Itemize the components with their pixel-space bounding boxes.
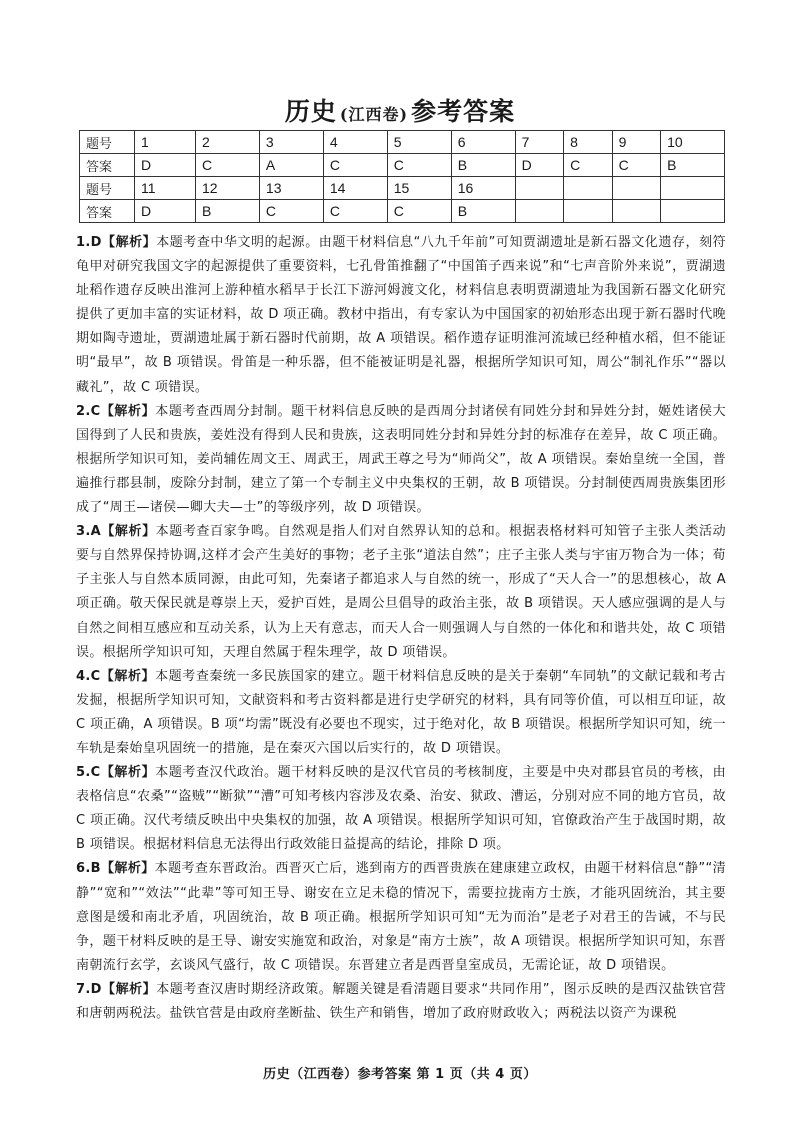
row-header: 题号 bbox=[80, 131, 135, 154]
row-header: 答案 bbox=[80, 154, 135, 177]
table-cell: 16 bbox=[451, 177, 515, 200]
table-cell: 2 bbox=[196, 131, 260, 154]
table-cell: D bbox=[135, 154, 196, 177]
table-cell: C bbox=[612, 154, 660, 177]
explanation-text: 本题考查东晋政治。西晋灭亡后，逃到南方的西晋贵族在建康建立政权，由题干材料信息“静”“清静”“宽和”“效法”“此辈”等可知王导、谢安在立足未稳的情况下，需要拉拢南方士族，才能巩固统治，其主要意图是缓和南北矛盾，巩固统治，故 B 项正确。根据所学知识可知“无为而治”是老子对君王的告诫，不与民争，题干材料反映的是王导、谢安实施宽和政治，对象是“南方士族”，故 A 项错误。根据所学知识可知，东晋南朝流行玄学，玄谈风气盛行，故 C 项错误。东晋建立者是西晋皇室成员，无需论证，故 D 项错误。 bbox=[76, 861, 726, 973]
table-cell: B bbox=[451, 154, 515, 177]
answer-lead: 7.D【解析】 bbox=[76, 981, 157, 997]
answer-lead: 1.D【解析】 bbox=[76, 235, 157, 250]
answer-lead: 6.B【解析】 bbox=[76, 861, 155, 877]
explanation-paragraph bbox=[76, 761, 726, 857]
table-cell bbox=[612, 177, 660, 200]
table-cell bbox=[661, 200, 725, 223]
table-cell: D bbox=[515, 154, 563, 177]
table-cell: 9 bbox=[612, 131, 660, 154]
table-cell: C bbox=[387, 200, 451, 223]
table-cell: 7 bbox=[515, 131, 563, 154]
table-cell bbox=[661, 177, 725, 200]
table-row bbox=[80, 200, 725, 223]
table-row bbox=[80, 131, 725, 154]
table-cell: B bbox=[196, 200, 260, 223]
explanation-text: 本题考查汉唐时期经济政策。解题关键是看清题目要求“共同作用”，图示反映的是西汉盐铁官营和唐朝两税法。盐铁官营是由政府垄断盐、铁生产和销售，增加了政府财政收入；两税法以资产为课税 bbox=[76, 981, 726, 1021]
table-cell: 6 bbox=[451, 131, 515, 154]
page-title bbox=[0, 92, 800, 128]
answer-table bbox=[79, 130, 725, 223]
answer-lead: 3.A【解析】 bbox=[76, 524, 156, 540]
explanation-paragraph bbox=[76, 520, 726, 665]
explanation-text: 本题考查百家争鸣。自然观是指人们对自然界认知的总和。根据表格材料可知管子主张人类活动要与自然界保持协调,这样才会产生美好的事物；老子主张“道法自然”；庄子主张人类与宇宙万物合为一体；荀子主张人与自然本质同源，由此可知，先秦诸子都追求人与自然的统一，形成了“天人合一”的思想核心，故 A 项正确。敬天保民就是尊崇上天，爱护百姓，是周公旦倡导的政治主张，故 B 项错误。天人感应强调的是人与自然之间相互感应和互动关系，认为上天有意志，而天人合一则强调人与自然的一体化和和谐共处，故 C 项错误。根据所学知识可知，天理自然属于程朱理学，故 D 项错误。 bbox=[76, 524, 726, 660]
explanation-paragraph bbox=[76, 665, 726, 761]
table-cell bbox=[515, 200, 563, 223]
table-cell: 5 bbox=[387, 131, 451, 154]
table-cell bbox=[612, 200, 660, 223]
title-sub: (江西卷) bbox=[339, 105, 409, 124]
table-row bbox=[80, 154, 725, 177]
row-header: 题号 bbox=[80, 177, 135, 200]
table-row bbox=[80, 177, 725, 200]
table-cell: C bbox=[323, 200, 387, 223]
table-cell: B bbox=[661, 154, 725, 177]
table-cell bbox=[515, 177, 563, 200]
table-cell: 4 bbox=[323, 131, 387, 154]
table-cell: 11 bbox=[135, 177, 196, 200]
answer-lead: 5.C【解析】 bbox=[76, 765, 156, 781]
explanation-paragraph bbox=[76, 978, 726, 1026]
explanation-paragraph bbox=[76, 231, 726, 400]
table-cell: A bbox=[259, 154, 323, 177]
table-cell: 13 bbox=[259, 177, 323, 200]
table-cell: D bbox=[135, 200, 196, 223]
explanation-body bbox=[76, 231, 726, 1026]
table-cell: 3 bbox=[259, 131, 323, 154]
table-cell: B bbox=[451, 200, 515, 223]
answer-lead: 4.C【解析】 bbox=[76, 668, 156, 684]
explanation-text: 本题考查中华文明的起源。由题干材料信息“八九千年前”可知贾湖遗址是新石器文化遗存，刻符龟甲对研究我国文字的起源提供了重要资料，七孔骨笛推翻了“中国笛子西来说”和“七声音阶外来说”，贾湖遗址稻作遗存反映出淮河上游种植水稻早于长江下游河姆渡文化，材料信息表明贾湖遗址为我国新石器文化研究提供了更加丰富的实证材料，故 D 项正确。教材中指出，有专家认为中国国家的初始形态出现于新石器时代晚期如陶寺遗址，贾湖遗址属于新石器时代前期，故 A 项错误。稻作遗存证明淮河流域已经种植水稻，但不能证明“最早”，故 B 项错误。骨笛是一种乐器，但不能被证明是礼器，根据所学知识可知，周公“制礼作乐”“器以藏礼”，故 C 项错误。 bbox=[76, 235, 726, 395]
table-cell: C bbox=[323, 154, 387, 177]
table-cell: C bbox=[196, 154, 260, 177]
table-cell: C bbox=[259, 200, 323, 223]
explanation-text: 本题考查汉代政治。题干材料反映的是汉代官员的考核制度，主要是中央对郡县官员的考核，由表格信息“农桑”“盗贼”“断狱”“漕”可知考核内容涉及农桑、治安、狱政、漕运，分别对应不同的地方官员，故 C 项正确。汉代考绩反映出中央集权的加强，故 A 项错误。根据所学知识可知，官僚政治产生于战国时期，故 B 项错误。根据材料信息无法得出行政效能日益提高的结论，排除 D 项。 bbox=[76, 765, 727, 853]
table-cell: C bbox=[387, 154, 451, 177]
explanation-paragraph bbox=[76, 400, 726, 520]
table-cell: 1 bbox=[135, 131, 196, 154]
explanation-text: 本题考查西周分封制。题干材料信息反映的是西周分封诸侯有同姓分封和异姓分封，姬姓诸侯大国得到了人民和贵族，姜姓没有得到人民和贵族，这表明同姓分封和异姓分封的标准存在差异，故 C 项正确。根据所学知识可知，姜尚辅佐周文王、周武王，周武王尊之号为“师尚父”，故 A 项错误。秦始皇统一全国，普遍推行郡县制，废除分封制，建立了第一个专制主义中央集权的王朝，故 B 项错误。分封制使西周贵族集团形成了“周王—诸侯—卿大夫—士”的等级序列，故 D 项错误。 bbox=[76, 403, 727, 516]
explanation-text: 本题考查秦统一多民族国家的建立。题干材料信息反映的是关于秦朝“车同轨”的文献记载和考古发掘，根据所学知识可知，文献资料和考古资料都是进行史学研究的材料，具有同等价值，可以相互印证，故 C 项正确，A 项错误。B 项“均需”既没有必要也不现实，过于绝对化，故 B 项错误。根据所学知识可知，统一车轨是秦始皇巩固统一的措施，是在秦灭六国以后实行的，故 D 项错误。 bbox=[76, 668, 726, 756]
table-cell: 14 bbox=[323, 177, 387, 200]
title-suffix: 参考答案 bbox=[411, 97, 516, 126]
table-cell: 15 bbox=[387, 177, 451, 200]
table-cell: 10 bbox=[661, 131, 725, 154]
page-footer: 历史（江西卷）参考答案 第 1 页（共 4 页） bbox=[263, 1067, 537, 1082]
title-main: 历史 bbox=[284, 97, 337, 126]
explanation-paragraph bbox=[76, 857, 726, 977]
row-header: 答案 bbox=[80, 200, 135, 223]
table-cell bbox=[564, 200, 612, 223]
table-cell: C bbox=[564, 154, 612, 177]
table-cell: 12 bbox=[196, 177, 260, 200]
answer-lead: 2.C【解析】 bbox=[76, 403, 156, 419]
table-cell: 8 bbox=[564, 131, 612, 154]
table-cell bbox=[564, 177, 612, 200]
